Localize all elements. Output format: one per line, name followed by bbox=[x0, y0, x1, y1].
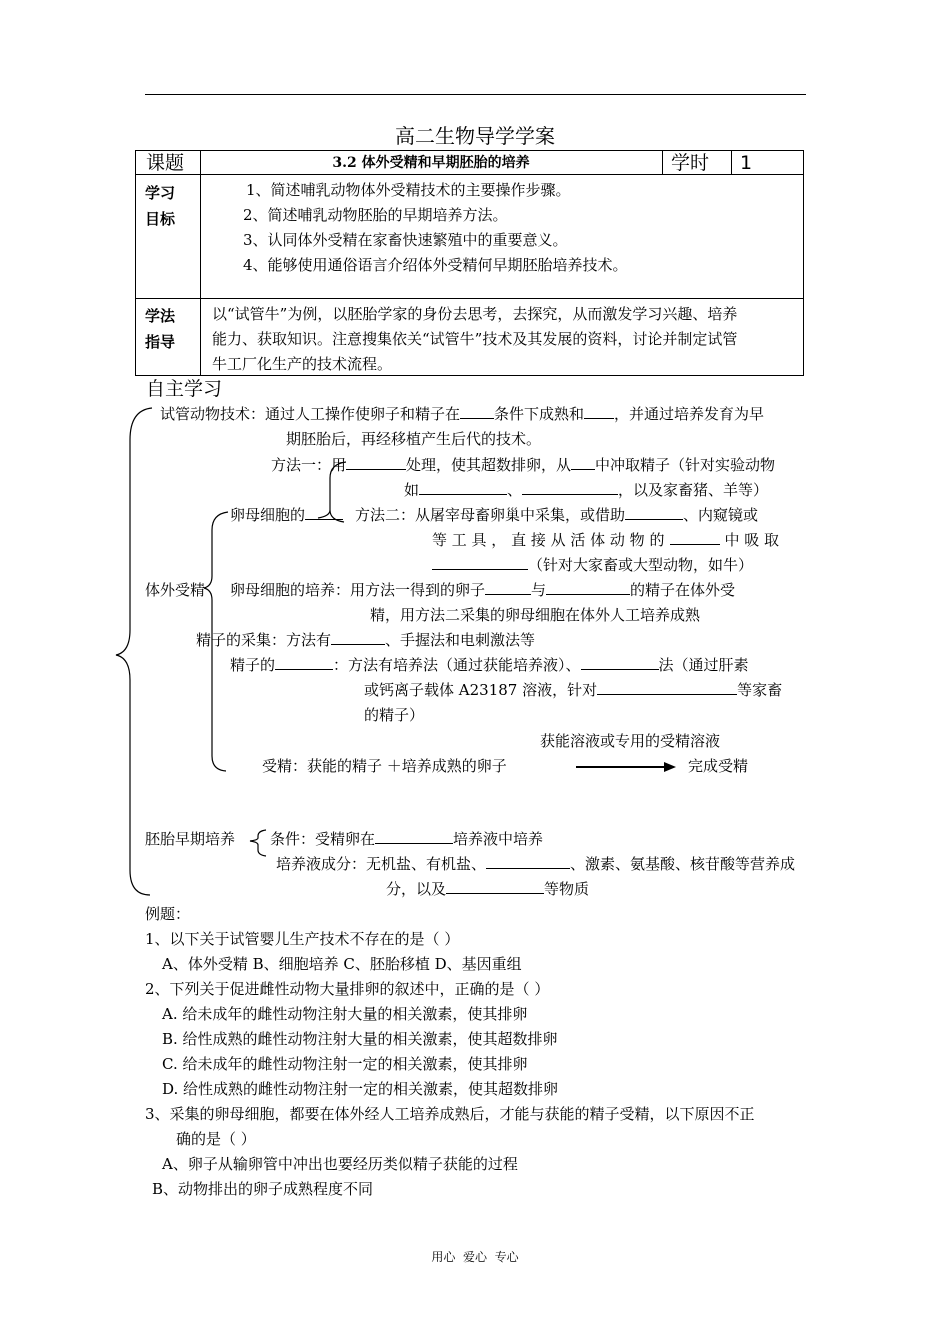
question-2: 2、下列关于促进雌性动物大量排卵的叙述中，正确的是（ ） bbox=[145, 980, 550, 998]
blank[interactable] bbox=[584, 404, 614, 419]
blank[interactable] bbox=[581, 655, 659, 670]
blank[interactable] bbox=[597, 680, 737, 695]
fertilization-left: 受精：获能的精子 ＋培养成熟的卵子 bbox=[262, 757, 507, 775]
blank[interactable] bbox=[625, 505, 683, 520]
method-one-line2: 如 、 ，以及家畜猪、羊等） bbox=[404, 481, 769, 499]
ivf-definition-line1: 试管动物技术：通过人工操作使卵子和精子在 条件下成熟和 ，并通过培养发育为早 bbox=[160, 405, 765, 423]
blank[interactable] bbox=[460, 404, 494, 419]
method-line: 以“试管牛”为例，以胚胎学家的身份去思考，去探究，从而激发学习兴趣、培养 bbox=[212, 305, 738, 323]
goal-item: 3、认同体外受精在家畜快速繁殖中的重要意义。 bbox=[243, 231, 568, 249]
ivf-definition-line2: 期胚胎后，再经移植产生后代的技术。 bbox=[286, 430, 542, 448]
egg-collection-line: 卵母细胞的 方法二：从屠宰母畜卵巢中采集，或借助 、内窥镜或 bbox=[230, 506, 759, 524]
question-1-options: A、体外受精 B、细胞培养 C、胚胎移植 D、基因重组 bbox=[162, 955, 522, 973]
section-heading-self-study: 自主学习 bbox=[146, 378, 223, 400]
question-2-option: C. 给未成年的雌性动物注射一定的相关激素，使其排卵 bbox=[162, 1055, 528, 1073]
sperm-capacitation-line3: 的精子） bbox=[364, 706, 425, 724]
hours-label: 学时 bbox=[671, 152, 710, 174]
culture-medium-line1: 培养液成分：无机盐、有机盐、 、激素、氨基酸、核苷酸等营养成 bbox=[276, 855, 796, 873]
course-label: 课题 bbox=[146, 152, 185, 174]
embryo-culture-label: 胚胎早期培养 bbox=[145, 830, 236, 848]
examples-heading: 例题： bbox=[145, 905, 191, 923]
arrow-label: 获能溶液或专用的受精溶液 bbox=[540, 732, 721, 750]
question-3: 3、采集的卵母细胞，都要在体外经人工培养成熟后，才能与获能的精子受精，以下原因不正 bbox=[145, 1105, 755, 1123]
hours-value: 1 bbox=[740, 152, 753, 174]
goal-item: 2、简述哺乳动物胚胎的早期培养方法。 bbox=[243, 206, 508, 224]
egg-culture-line1: 卵母细胞的培养：用方法一得到的卵子 与 的精子在体外受 bbox=[230, 581, 736, 599]
goals-label: 学习 目标 bbox=[145, 184, 176, 228]
question-2-option: A. 给未成年的雌性动物注射大量的相关激素，使其排卵 bbox=[162, 1005, 528, 1023]
fertilization-right: 完成受精 bbox=[688, 757, 749, 775]
blank[interactable] bbox=[522, 480, 618, 495]
question-3-cont: 确的是（ ） bbox=[176, 1130, 256, 1148]
method-label: 学法 指导 bbox=[145, 307, 176, 351]
page-footer: 用心 爱心 专心 bbox=[431, 1250, 519, 1264]
blank[interactable] bbox=[275, 655, 333, 670]
question-2-option: B. 给性成熟的雌性动物注射大量的相关激素，使其超数排卵 bbox=[162, 1030, 558, 1048]
method-two-line2: 等 工 具 ， 直 接 从 活 体 动 物 的 中 吸 取 bbox=[432, 531, 779, 549]
blank[interactable] bbox=[446, 879, 544, 894]
method-line: 能力、获取知识。注意搜集依关“试管牛”技术及其发展的资料，讨论并制定试管 bbox=[212, 330, 738, 348]
blank[interactable] bbox=[375, 829, 453, 844]
blank[interactable] bbox=[571, 455, 595, 470]
blank[interactable] bbox=[305, 505, 343, 520]
sperm-collection-line: 精子的采集：方法有 、手握法和电刺激法等 bbox=[196, 631, 536, 649]
blank[interactable] bbox=[432, 555, 528, 570]
course-title: 3.2 体外受精和早期胚胎的培养 bbox=[332, 155, 530, 171]
sperm-capacitation-line2: 或钙离子载体 A23187 溶液，针对 等家畜 bbox=[364, 681, 783, 699]
ivf-label: 体外受精 bbox=[145, 581, 206, 599]
blank[interactable] bbox=[546, 580, 630, 595]
culture-condition-line: 条件：受精卵在 培养液中培养 bbox=[270, 830, 544, 848]
goal-item: 1、简述哺乳动物体外受精技术的主要操作步骤。 bbox=[246, 181, 571, 199]
egg-culture-line2: 精，用方法二采集的卵母细胞在体外人工培养成熟 bbox=[370, 606, 701, 624]
blank[interactable] bbox=[419, 480, 507, 495]
method-line: 牛工厂化生产的技术流程。 bbox=[212, 355, 393, 373]
question-2-option: D. 给性成熟的雌性动物注射一定的相关激素，使其超数排卵 bbox=[162, 1080, 559, 1098]
sperm-capacitation-line1: 精子的 ：方法有培养法（通过获能培养液）、 法（通过肝素 bbox=[230, 656, 749, 674]
question-1: 1、以下关于试管婴儿生产技术不存在的是（ ） bbox=[145, 930, 460, 948]
question-3-option: A、卵子从输卵管中冲出也要经历类似精子获能的过程 bbox=[162, 1155, 518, 1173]
blank[interactable] bbox=[485, 580, 531, 595]
embryo-brace bbox=[250, 830, 266, 856]
goal-item: 4、能够使用通俗语言介绍体外受精何早期胚胎培养技术。 bbox=[243, 256, 628, 274]
method-one-line1: 方法一：用 处理，使其超数排卵，从 中冲取精子（针对实验动物 bbox=[271, 456, 776, 474]
question-3-option: B、动物排出的卵子成熟程度不同 bbox=[152, 1180, 374, 1198]
fertilization-arrow-head bbox=[664, 762, 676, 772]
outer-brace bbox=[116, 408, 152, 895]
blank[interactable] bbox=[346, 455, 406, 470]
blank[interactable] bbox=[331, 630, 385, 645]
blank[interactable] bbox=[670, 530, 720, 545]
method-two-line3: （针对大家畜或大型动物，如牛） bbox=[432, 555, 753, 575]
culture-medium-line2: 分，以及 等物质 bbox=[386, 880, 590, 898]
blank[interactable] bbox=[486, 854, 570, 869]
page-title: 高二生物导学学案 bbox=[395, 124, 555, 148]
